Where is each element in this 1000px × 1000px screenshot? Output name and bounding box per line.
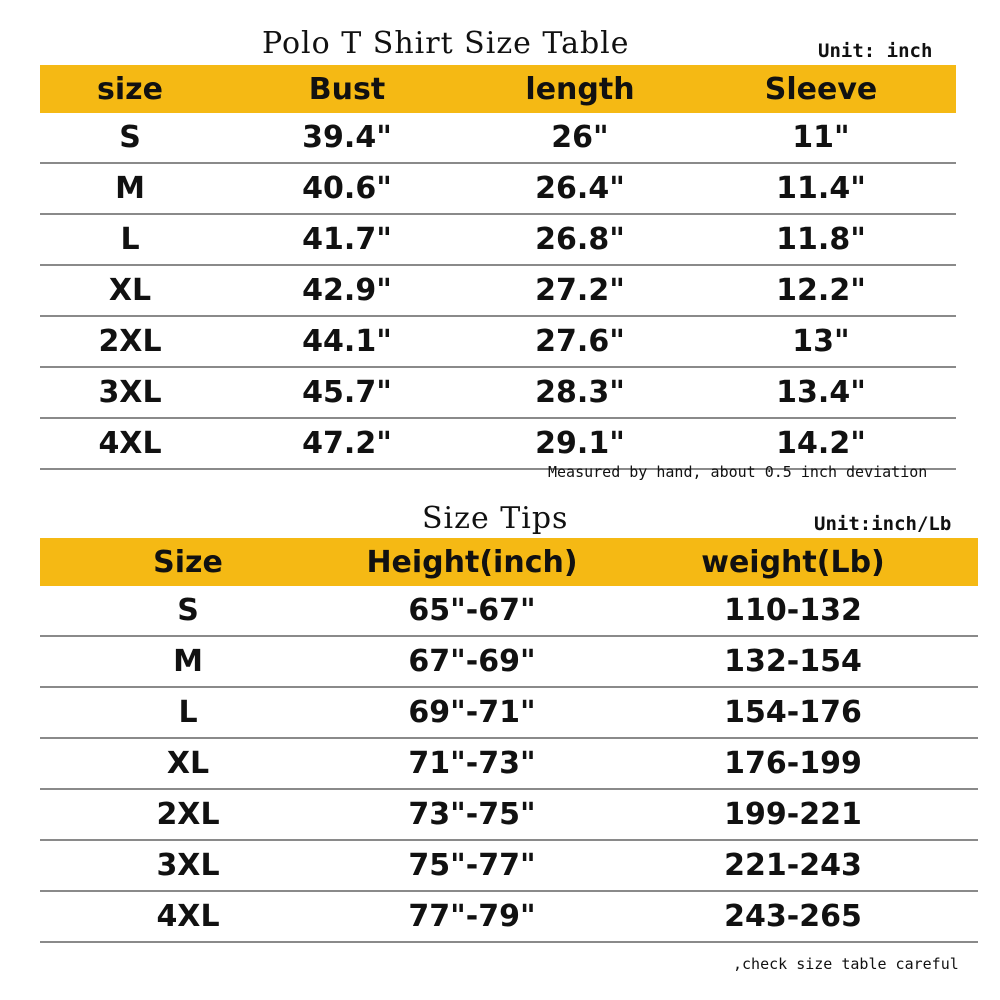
table-cell: 45.7" (220, 367, 474, 418)
table-row (40, 891, 978, 942)
table-cell: 26.8" (474, 214, 686, 265)
table-cell: 27.2" (474, 265, 686, 316)
table-cell: 3XL (40, 367, 220, 418)
table-row (40, 687, 978, 738)
table-row (40, 113, 956, 163)
table-cell: 13.4" (686, 367, 956, 418)
table-cell: 44.1" (220, 316, 474, 367)
table-cell: 221-243 (608, 840, 978, 891)
size-table-header-row (40, 65, 956, 113)
table-row (40, 738, 978, 789)
table-cell: 176-199 (608, 738, 978, 789)
size-table-header: Bust (220, 65, 474, 113)
table-cell: 47.2" (220, 418, 474, 469)
table-cell: L (40, 214, 220, 265)
table-row (40, 265, 956, 316)
table-cell: 14.2" (686, 418, 956, 469)
table-cell: 67"-69" (336, 636, 608, 687)
size-tips-note: ,check size table careful (733, 955, 959, 973)
size-table (40, 65, 956, 470)
table-cell: 13" (686, 316, 956, 367)
table-cell: 26" (474, 113, 686, 163)
table-cell: 40.6" (220, 163, 474, 214)
table-cell: 2XL (40, 789, 336, 840)
table-cell: 42.9" (220, 265, 474, 316)
table-row (40, 636, 978, 687)
table-row (40, 316, 956, 367)
table-cell: 154-176 (608, 687, 978, 738)
table-cell: 110-132 (608, 586, 978, 636)
table-cell: 69"-71" (336, 687, 608, 738)
table-cell: S (40, 113, 220, 163)
size-table-title: Polo T Shirt Size Table (262, 26, 630, 61)
table-row (40, 840, 978, 891)
table-cell: 27.6" (474, 316, 686, 367)
table-cell: 28.3" (474, 367, 686, 418)
size-tips-table (40, 538, 978, 943)
table-row (40, 418, 956, 469)
table-cell: 39.4" (220, 113, 474, 163)
table-cell: 3XL (40, 840, 336, 891)
table-cell: 2XL (40, 316, 220, 367)
table-cell: L (40, 687, 336, 738)
size-table-header: length (474, 65, 686, 113)
table-cell: 243-265 (608, 891, 978, 942)
table-cell: 26.4" (474, 163, 686, 214)
table-row (40, 789, 978, 840)
table-cell: 4XL (40, 891, 336, 942)
size-table-header: size (40, 65, 220, 113)
table-cell: 29.1" (474, 418, 686, 469)
table-row (40, 214, 956, 265)
table-cell: 71"-73" (336, 738, 608, 789)
table-cell: M (40, 636, 336, 687)
table-cell: 77"-79" (336, 891, 608, 942)
size-table-header: Sleeve (686, 65, 956, 113)
table-cell: 4XL (40, 418, 220, 469)
table-cell: 41.7" (220, 214, 474, 265)
table-cell: XL (40, 265, 220, 316)
table-cell: 65"-67" (336, 586, 608, 636)
table-cell: XL (40, 738, 336, 789)
table-cell: M (40, 163, 220, 214)
table-row (40, 163, 956, 214)
size-tips-unit: Unit:inch/Lb (814, 513, 952, 535)
table-row (40, 367, 956, 418)
table-row (40, 586, 978, 636)
table-cell: 12.2" (686, 265, 956, 316)
table-cell: 11" (686, 113, 956, 163)
table-cell: 199-221 (608, 789, 978, 840)
table-cell: 75"-77" (336, 840, 608, 891)
size-tips-header: weight(Lb) (608, 538, 978, 586)
size-table-note: Measured by hand, about 0.5 inch deviation (548, 463, 928, 481)
size-tips-header: Size (40, 538, 336, 586)
size-tips-title: Size Tips (422, 501, 569, 536)
size-tips-header: Height(inch) (336, 538, 608, 586)
size-tips-header-row (40, 538, 978, 586)
table-cell: 11.4" (686, 163, 956, 214)
size-table-unit: Unit: inch (818, 40, 933, 62)
table-cell: 73"-75" (336, 789, 608, 840)
table-cell: S (40, 586, 336, 636)
table-cell: 11.8" (686, 214, 956, 265)
table-cell: 132-154 (608, 636, 978, 687)
